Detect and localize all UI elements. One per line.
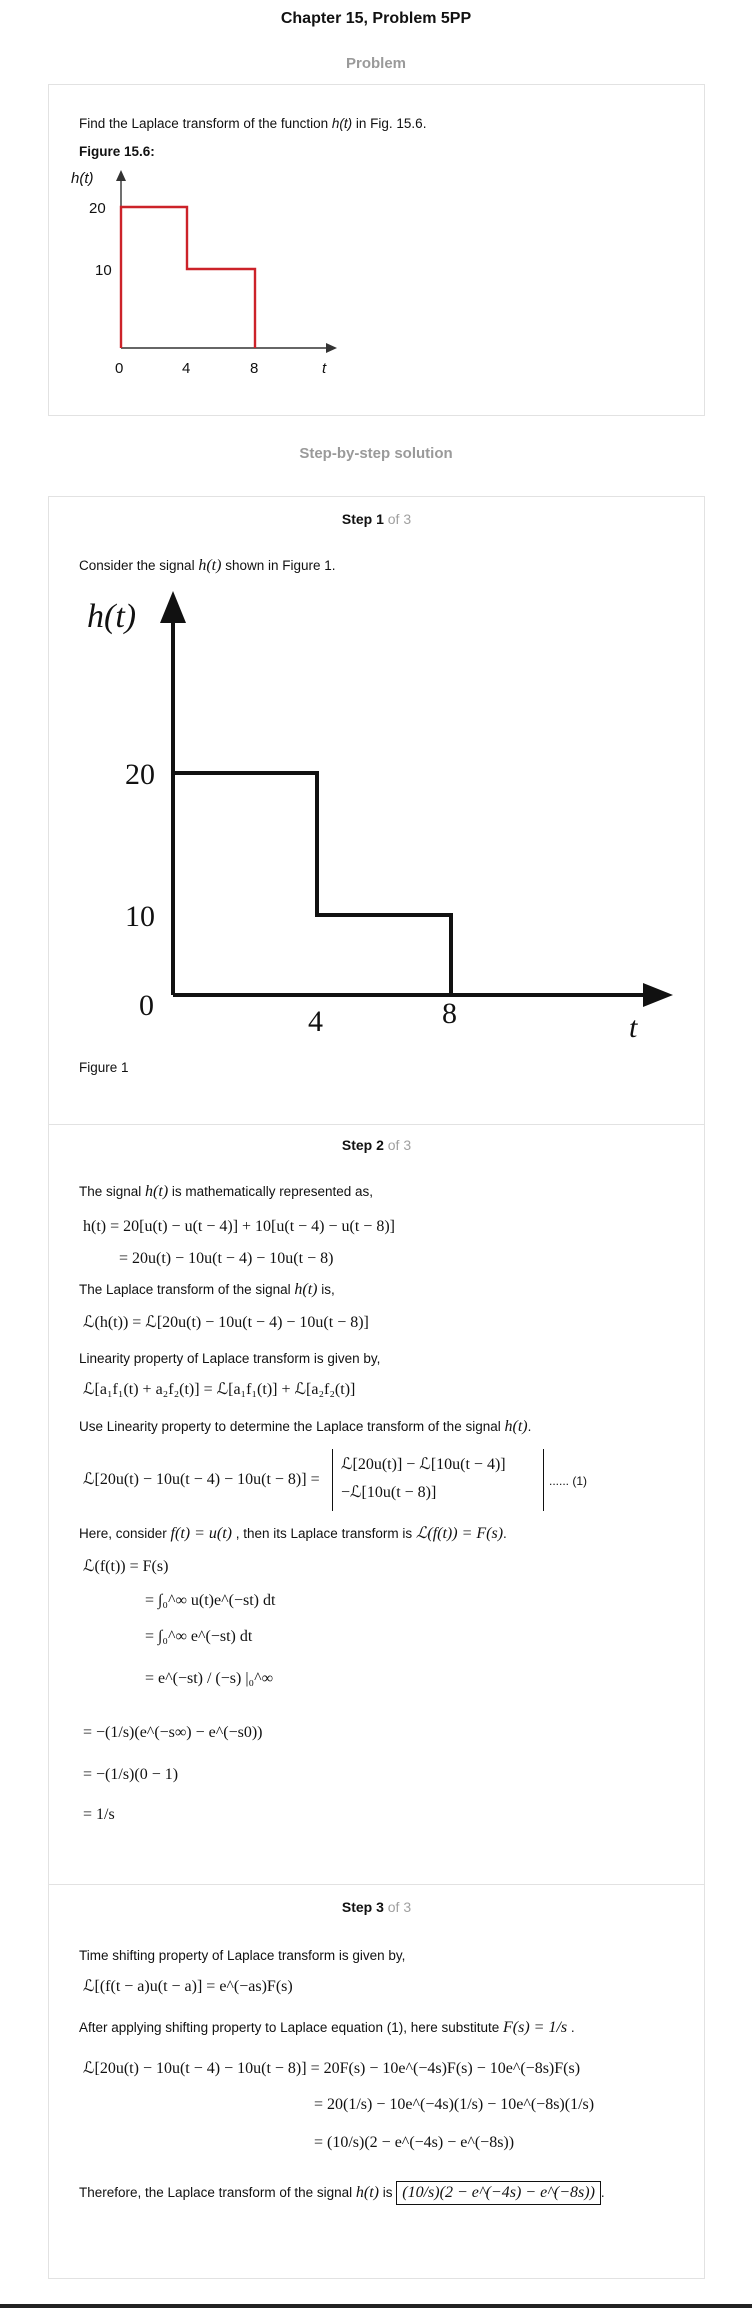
x-axis-arrow [643, 983, 673, 1007]
equation-1-left: ℒ[20u(t) − 10u(t − 4) − 10u(t − 8)] = [83, 1471, 320, 1488]
tick-y-20: 20 [125, 758, 155, 791]
step1-intro: Consider the signal h(t) shown in Figure 1. [79, 557, 336, 574]
problem-card [48, 84, 705, 416]
step1-card [48, 496, 705, 1125]
step1-heading: Step 1 of 3 [341, 511, 412, 527]
final-answer-box: (10/s)(2 − e^(−4s) − e^(−8s)) [396, 2181, 601, 2205]
signal-line [173, 773, 451, 995]
step3-heading: Step 3 of 3 [341, 1899, 412, 1915]
derivation-line-7: = 1/s [83, 1806, 115, 1823]
tick-x-4: 4 [182, 360, 191, 377]
equation-1-bracket [332, 1449, 544, 1511]
derivation-line-3: = ∫₀^∞ e^(−st) dt [145, 1628, 253, 1645]
equation-1-row1: ℒ[20u(t)] − ℒ[10u(t − 4)] [341, 1456, 506, 1473]
step1-caption: Figure 1 [79, 1060, 129, 1075]
equation-final-2: = 20(1/s) − 10e^(−4s)(1/s) − 10e^(−8s)(1/s) [314, 2096, 595, 2113]
graph-ylabel: h(t) [87, 598, 137, 635]
step2-text-3: Linearity property of Laplace transform is given by, [79, 1351, 381, 1366]
y-axis-arrow [116, 170, 126, 181]
step3-card [48, 1885, 705, 2279]
y-axis-arrow [160, 591, 186, 623]
graph-xlabel: t [629, 1011, 638, 1044]
step2-text-4: Use Linearity property to determine the Laplace transform of the signal h(t). [79, 1418, 532, 1435]
equation-final-1: ℒ[20u(t) − 10u(t − 4) − 10u(t − 8)] = 20F(s) − 10e^(−4s)F(s) − 10e^(−8s)F(s) [83, 2060, 581, 2077]
tick-y-10: 10 [95, 262, 112, 279]
page-title: Chapter 15, Problem 5PP [280, 10, 472, 27]
derivation-line-2: = ∫₀^∞ u(t)e^(−st) dt [145, 1592, 276, 1609]
problem-graph [49, 165, 369, 405]
signal-line [121, 207, 255, 348]
step2-text-1: The signal h(t) is mathematically represented as, [79, 1183, 373, 1200]
graph-xlabel: t [322, 360, 327, 377]
derivation-line-6: = −(1/s)(0 − 1) [83, 1766, 179, 1783]
graph-ylabel: h(t) [71, 170, 94, 187]
problem-heading: Problem [345, 55, 406, 72]
problem-statement: Find the Laplace transform of the function h(t) in Fig. 15.6. [79, 116, 427, 131]
equation-final-3: = (10/s)(2 − e^(−4s) − e^(−8s)) [314, 2134, 515, 2151]
tick-x-8: 8 [442, 997, 457, 1030]
equation-h-def: h(t) = 20[u(t) − u(t − 4)] + 10[u(t − 4) − u(t − 8)] [83, 1218, 395, 1235]
tick-x-4: 4 [308, 1005, 323, 1038]
tick-y-20: 20 [89, 200, 106, 217]
figure-label: Figure 15.6: [79, 144, 155, 159]
tick-x-0: 0 [115, 360, 124, 377]
step1-graph [49, 587, 689, 1057]
bottom-border [0, 2304, 752, 2308]
derivation-line-1: ℒ(f(t)) = F(s) [83, 1558, 169, 1575]
equation-1-row2: −ℒ[10u(t − 8)] [341, 1484, 437, 1501]
equation-linearity: ℒ[a₁f₁(t) + a₂f₂(t)] = ℒ[a₁f₁(t)] + ℒ[a₂f₂(t)] [83, 1381, 356, 1398]
step2-text-2: The Laplace transform of the signal h(t) is, [79, 1281, 335, 1298]
tick-x-0: 0 [139, 989, 154, 1022]
equation-1-tag: ...... (1) [549, 1474, 588, 1488]
x-axis-arrow [326, 343, 337, 353]
step2-card [48, 1125, 705, 1884]
derivation-line-5: = −(1/s)(e^(−s∞) − e^(−s0)) [83, 1724, 263, 1741]
step2-text-5: Here, consider f(t) = u(t) , then its Laplace transform is ℒ(f(t)) = F(s). [79, 1525, 507, 1542]
derivation-line-4: = e^(−st) / (−s) |₀^∞ [145, 1670, 274, 1687]
solution-heading: Step-by-step solution [299, 445, 453, 462]
step3-text-1: Time shifting property of Laplace transform is given by, [79, 1948, 406, 1963]
tick-x-8: 8 [250, 360, 259, 377]
equation-h-simplified: = 20u(t) − 10u(t − 4) − 10u(t − 8) [119, 1250, 334, 1267]
equation-laplace-h: ℒ(h(t)) = ℒ[20u(t) − 10u(t − 4) − 10u(t − 8)] [83, 1314, 369, 1331]
step2-heading: Step 2 of 3 [341, 1137, 412, 1153]
equation-time-shift: ℒ[(f(t − a)u(t − a)] = e^(−as)F(s) [83, 1978, 293, 1995]
step3-text-2: After applying shifting property to Laplace equation (1), here substitute F(s) = 1/s . [79, 2019, 575, 2036]
step3-conclusion: Therefore, the Laplace transform of the signal h(t) is (10/s)(2 − e^(−4s) − e^(−8s)) . [79, 2181, 605, 2205]
tick-y-10: 10 [125, 900, 155, 933]
